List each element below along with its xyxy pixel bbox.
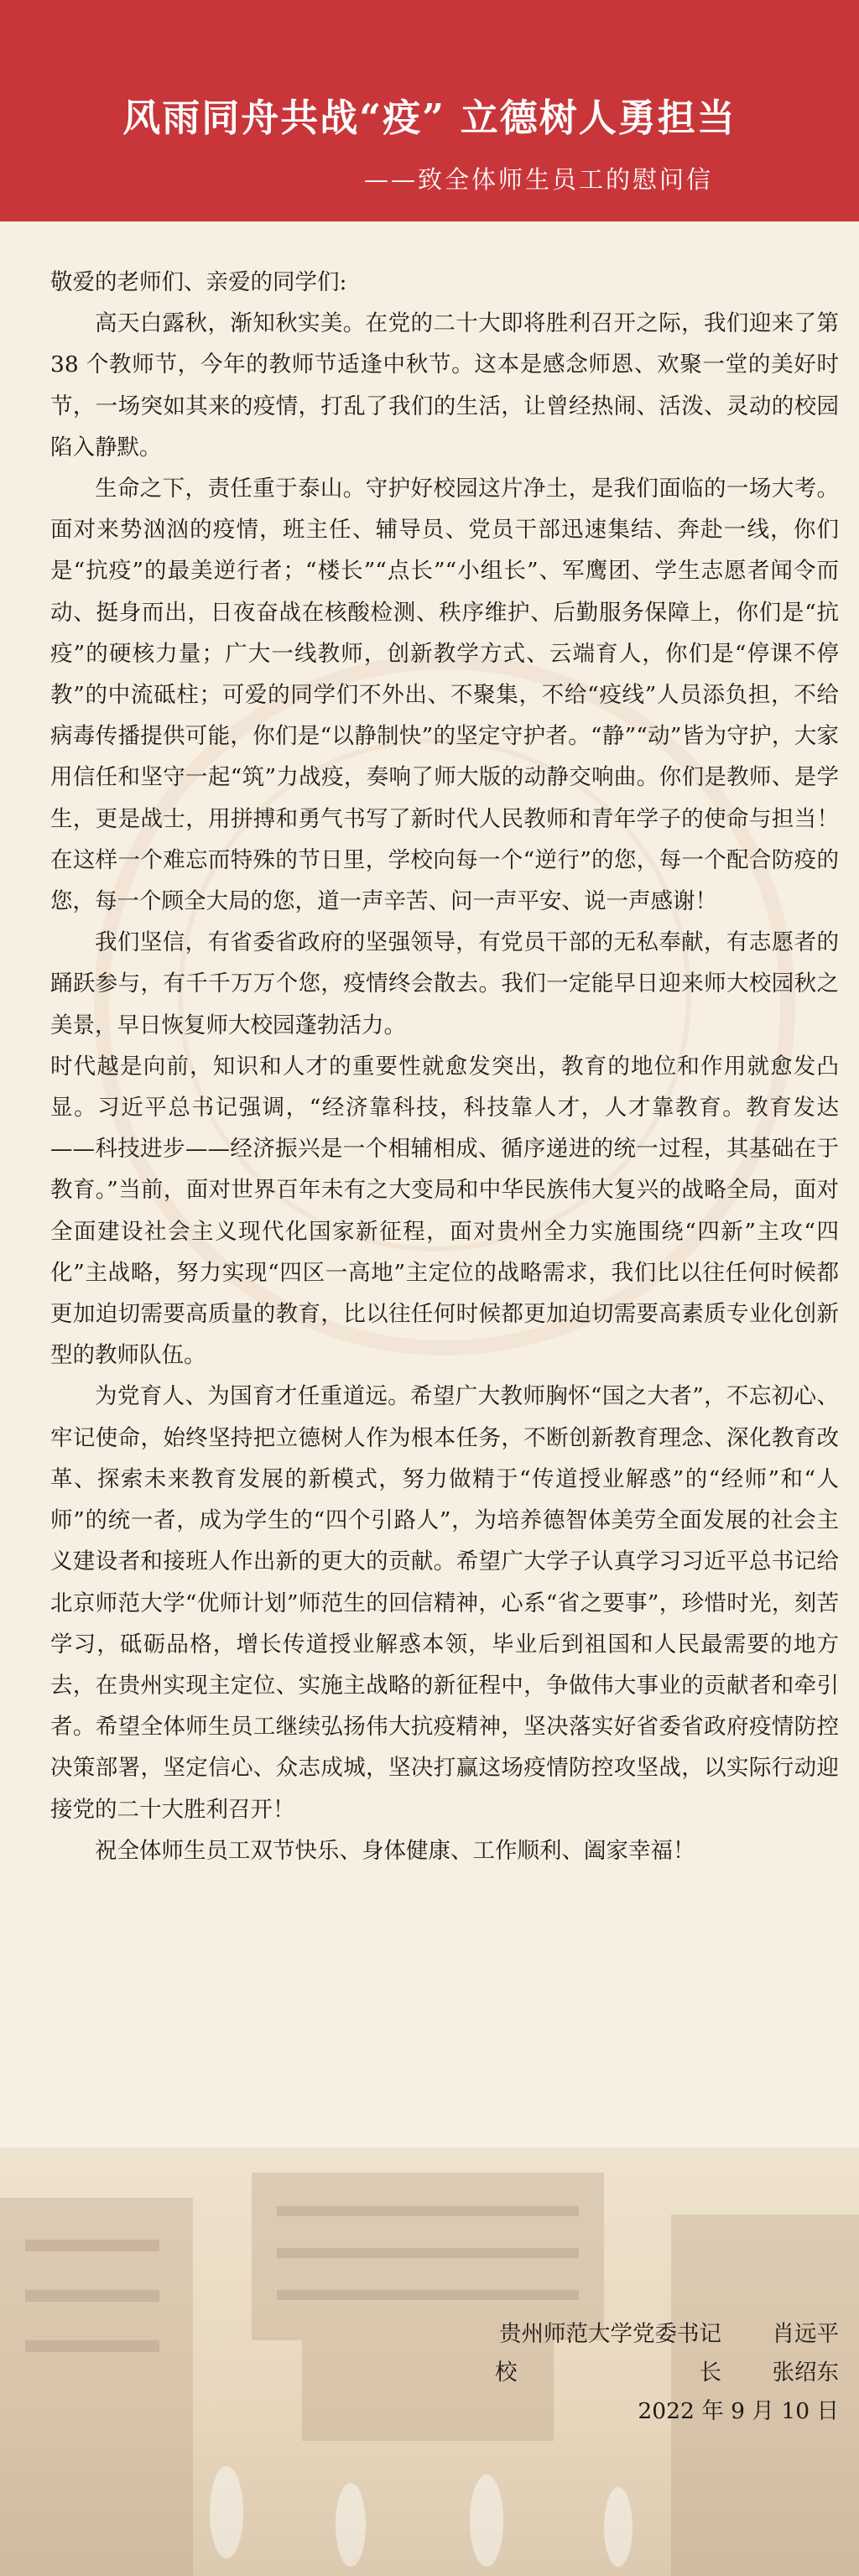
signature-row-date <box>403 2392 839 2431</box>
letter-paragraph: 高天白露秋，渐知秋实美。在党的二十大即将胜利召开之际，我们迎来了第 38 个教师节，今年的教师节适逢中秋节。这本是感念师恩、欢聚一堂的美好时节，一场突如其来的疫情，打乱了我们的生活，让曾经热闹、活泼、灵动的校园陷入静默。 <box>50 310 839 461</box>
signature-role: 校 长 <box>495 2360 721 2386</box>
signature-block <box>403 2315 839 2431</box>
letter-paragraph: 生命之下，责任重于泰山。守护好校园这片净土，是我们面临的一场大考。面对来势汹汹的疫情，班主任、辅导员、党员干部迅速集结、奔赴一线，你们是“抗疫”的最美逆行者；“楼长”“点长”“小组长”、军鹰团、学生志愿者闻令而动、挺身而出，日夜奋战在核酸检测、秩序维护、后勤服务保障上，你们是“抗疫”的硬核力量；广大一线教师，创新教学方式、云端育人，你们是“停课不停教”的中流砥柱；可爱的同学们不外出、不聚集，不给“疫线”人员添负担，不给病毒传播提供可能，你们是“以静制快”的坚定守护者。“静”“动”皆为守护，大家用信任和坚守一起“筑”力战疫，奏响了师大版的动静交响曲。你们是教师、是学生，更是战士，用拼搏和勇气书写了新时代人民教师和青年学子的使命与担当！在这样一个难忘而特殊的节日里，学校向每一个“逆行”的您，每一个配合防疫的您，每一个顾全大局的您，道一声辛苦、问一声平安、说一声感谢！ <box>50 476 839 915</box>
fountain-spray <box>604 2487 633 2567</box>
signature-name: 张绍东 <box>772 2360 839 2386</box>
letter-salutation: 敬爱的老师们、亲爱的同学们: <box>50 269 347 295</box>
signature-date: 2022 年 9 月 10 日 <box>638 2398 839 2424</box>
campus-window <box>277 2206 579 2216</box>
letter-body <box>50 262 839 1871</box>
letter-paragraph: 我们坚信，有省委省政府的坚强领导，有党员干部的无私奉献，有志愿者的踊跃参与，有千千万万个您，疫情终会散去。我们一定能早日迎来师大校园秋之美景，早日恢复师大校园蓬勃活力。 <box>50 929 839 1038</box>
signature-role: 贵州师范大学党委书记 <box>499 2321 721 2347</box>
letter-paragraph: 为党育人、为国育才任重道远。希望广大教师胸怀“国之大者”，不忘初心、牢记使命，始终坚持把立德树人作为根本任务，不断创新教育理念、深化教育改革、探索未来教育发展的新模式，努力做精于“传道授业解惑”的“经师”和“人师”的统一者，成为学生的“四个引路人”，为培养德智体美劳全面发展的社会主义建设者和接班人作出新的更大的贡献。希望广大学子认真学习习近平总书记给北京师范大学“优师计划”师范生的回信精神，心系“省之要事”，珍惜时光，刻苦学习，砥砺品格，增长传道授业解惑本领，毕业后到祖国和人民最需要的地方去，在贵州实现主定位、实施主战略的新征程中，争做伟大事业的贡献者和牵引者。希望全体师生员工继续弘扬伟大抗疫精神，坚决落实好省委省政府疫情防控决策部署，坚定信心、众志成城，坚决打赢这场疫情防控攻坚战，以实际行动迎接党的二十大胜利召开！ <box>50 1383 839 1823</box>
fountain-spray <box>336 2483 366 2567</box>
campus-window <box>277 2248 579 2258</box>
fountain-spray <box>470 2475 503 2567</box>
signature-name: 肖远平 <box>772 2321 839 2347</box>
campus-building-left <box>0 2198 193 2576</box>
campus-window <box>25 2240 159 2251</box>
letter-closing: 祝全体师生员工双节快乐、身体健康、工作顺利、阖家幸福！ <box>95 1837 695 1864</box>
page-subtitle: ——致全体师生员工的慰问信 <box>363 165 713 194</box>
signature-row-secretary <box>403 2315 839 2354</box>
page-title: 风雨同舟共战“疫” 立德树人勇担当 <box>122 96 737 140</box>
signature-row-president <box>403 2354 839 2392</box>
campus-window <box>25 2290 159 2302</box>
header-banner <box>0 0 859 221</box>
fountain-spray <box>210 2466 243 2558</box>
letter-paragraph: 时代越是向前，知识和人才的重要性就愈发突出，教育的地位和作用就愈发凸显。习近平总书记强调，“经济靠科技，科技靠人才，人才靠教育。教育发达——科技进步——经济振兴是一个相辅相成、循序递进的统一过程，其基础在于教育。”当前，面对世界百年未有之大变局和中华民族伟大复兴的战略全局，面对全面建设社会主义现代化国家新征程，面对贵州全力实施围绕“四新”主攻“四化”主战略，努力实现“四区一高地”主定位的战略需求，我们比以往任何时候都更加迫切需要高质量的教育，比以往任何时候都更加迫切需要高素质专业化创新型的教师队伍。 <box>50 1053 839 1369</box>
campus-window <box>25 2340 159 2352</box>
campus-window <box>277 2290 579 2300</box>
